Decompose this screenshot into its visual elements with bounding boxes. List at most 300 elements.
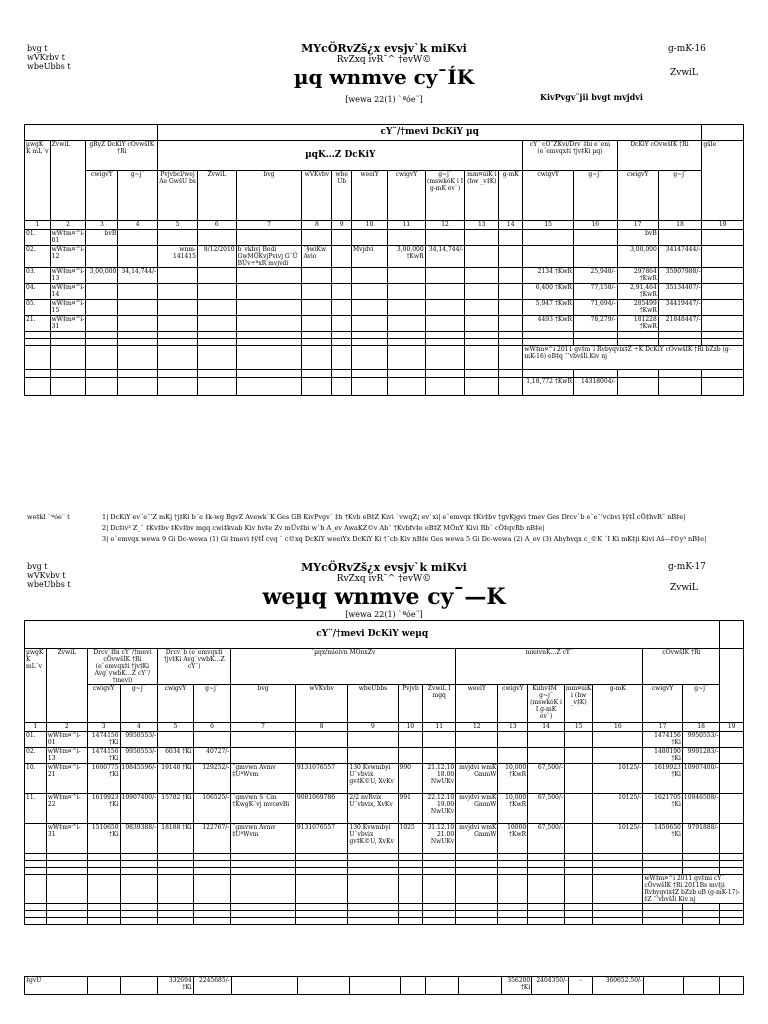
table-cell xyxy=(332,316,352,332)
form2-blank-row xyxy=(25,854,744,861)
form2-board-title: RvZxq ivR¯^ †evW© xyxy=(336,574,432,584)
sub-sd: mm¤úiK i (hw _v‡K) xyxy=(465,171,499,221)
table-cell xyxy=(332,268,352,284)
form2-blank-row xyxy=(25,868,744,875)
form2-blank-row xyxy=(25,911,744,918)
table-cell: mvjdvi wmK GmmW xyxy=(456,764,498,794)
col-supplied-head: mieivnK…Z cY¨ xyxy=(456,649,643,685)
table-cell xyxy=(456,732,498,748)
table-cell xyxy=(720,824,744,854)
form1-org-labels xyxy=(27,44,71,71)
form2-form-code: g-mK-17 xyxy=(668,562,706,572)
colnum: 1 xyxy=(25,221,51,230)
form1-note-row xyxy=(25,346,744,370)
sub-challan: Pvjvb xyxy=(398,685,423,723)
form2-group-heading: cY¨/†mevi DcKiY weµq xyxy=(25,621,720,649)
form2-rule-ref: [wewa 22(1) `ªóe¨] xyxy=(345,610,423,619)
table-cell xyxy=(118,230,158,246)
table-cell: 130 Kvwmbyi U¨vbvix gv‡K©U, XvKv xyxy=(348,764,398,794)
table-cell xyxy=(302,268,332,284)
col-serial-head: µwgK K mL¨v xyxy=(25,649,47,723)
col-opening-head: gRyZ DcKiY cÖvwšÍK †Ri xyxy=(86,141,158,171)
name-label: bvg t xyxy=(27,44,48,53)
sub-value: g~j¨ xyxy=(118,171,158,221)
table-cell xyxy=(425,300,465,316)
table-cell: 21848447/- xyxy=(658,316,702,332)
sales-register-table xyxy=(24,620,744,925)
table-cell: 2,91,464 †KwR xyxy=(617,284,658,300)
table-cell xyxy=(236,300,302,316)
colnum: 14 xyxy=(528,723,565,732)
form1-govt-title: MYcÖRvZš¿x evsjv`k miKvi xyxy=(301,42,467,55)
table-cell: 10000 †KwR xyxy=(498,824,528,854)
table-cell xyxy=(86,246,118,268)
colnum: 11 xyxy=(388,221,425,230)
table-cell xyxy=(573,230,617,246)
table-cell: 19148 †Ki xyxy=(158,764,194,794)
table-cell xyxy=(86,316,118,332)
table-cell xyxy=(398,748,423,764)
form2-total-prod-value: 2245685/- xyxy=(193,977,231,995)
table-cell: 05. xyxy=(25,300,51,316)
table-cell: 10845596/- xyxy=(120,764,158,794)
table-cell xyxy=(593,732,643,748)
form2-blank-row xyxy=(25,861,744,868)
table-cell: 40727/- xyxy=(193,748,231,764)
table-row xyxy=(25,764,744,794)
table-cell: 130 Kvwmbyi U¨vbvix gv‡K©U, XvKv xyxy=(348,824,398,854)
form2-blank-row xyxy=(25,904,744,911)
table-cell: 181228 †KwR xyxy=(617,316,658,332)
table-cell xyxy=(702,230,744,246)
table-cell: wW‡m¤^i-15 xyxy=(51,300,85,314)
table-cell xyxy=(423,748,456,764)
col-purchased-head: µqK…Z DcKiY xyxy=(158,141,523,171)
table-cell: 10,000 †KwR xyxy=(498,764,528,794)
table-cell: wW‡m¤^i-13 xyxy=(51,268,85,282)
form1-group-heading: cY¨/†mevi DcKiY µq xyxy=(158,125,702,141)
form2-total-supply-qty: 356200 †Ki xyxy=(502,977,532,995)
table-row xyxy=(25,246,744,268)
table-cell xyxy=(499,230,523,246)
reg-label: wbeUbbs t xyxy=(27,62,71,71)
table-cell: 122767/- xyxy=(193,824,231,854)
table-cell: wW‡m¤^i-31 xyxy=(51,316,85,330)
table-cell: 10. xyxy=(25,764,47,794)
col-used-head: cY¨ cÖ¯ZKvi/Drv`‡bi e¨eni (e¨emvqx‡i †jv‡Ki µq) xyxy=(523,141,617,171)
form2-total-prod-qty: 332694 †Ki xyxy=(157,977,193,995)
colnum: 4 xyxy=(118,221,158,230)
table-cell: 04. xyxy=(25,284,51,300)
colnum: 6 xyxy=(197,221,236,230)
table-cell: 10125/- xyxy=(593,794,643,824)
table-cell xyxy=(332,246,352,268)
colnum: 5 xyxy=(158,723,194,732)
sub-qty3: cwigvY xyxy=(498,685,528,723)
form2-data-rows xyxy=(25,732,744,854)
colnum: 1 xyxy=(25,723,47,732)
table-cell: bvB xyxy=(617,230,658,246)
table-row xyxy=(25,230,744,246)
colnum: 13 xyxy=(465,221,499,230)
colnum: 2 xyxy=(50,221,86,230)
table-cell xyxy=(702,316,744,332)
table-cell xyxy=(573,246,617,268)
colnum: 13 xyxy=(498,723,528,732)
table-cell: ¯gmvwn S¨Cm †KwgK¨vj mvcøvBi xyxy=(231,794,296,824)
table-cell: 1621705 †Ki xyxy=(643,794,683,824)
sub-address: wVKvbv xyxy=(295,685,348,723)
table-row xyxy=(25,316,744,332)
table-cell: 34419447/- xyxy=(658,300,702,316)
sub-challan: Pvjvbcl/wej Ae GwšU bs xyxy=(158,171,198,221)
table-cell xyxy=(352,268,388,284)
table-cell: 2134 †KwR xyxy=(523,268,574,284)
table-cell xyxy=(499,284,523,300)
table-cell xyxy=(499,300,523,316)
sub-value4: g~j¨ xyxy=(682,685,720,723)
form1-total-row xyxy=(25,378,744,396)
table-cell xyxy=(118,300,158,316)
table-cell xyxy=(352,300,388,316)
table-cell: 67,500/- xyxy=(528,794,565,824)
table-cell: 22.12.10 19.00 NwUKv xyxy=(423,794,456,824)
col-opening-head: Drcv`‡bi cY¨/†mevi cÖvwšÍK †Ri (e¨emvqx‡i †jv‡Ki Avg`vwbK…Z cY¨/†mevi) xyxy=(87,649,157,685)
table-cell: 10907400/- xyxy=(682,764,720,794)
sub-qty3: cwigvY xyxy=(523,171,574,221)
sub-value: g~j¨ xyxy=(120,685,158,723)
table-cell xyxy=(388,268,425,284)
table-row xyxy=(25,748,744,764)
special-note-label: we‡kl `ªóe¨ t xyxy=(27,513,70,521)
table-cell: 3,00,000 †KwR xyxy=(388,246,425,268)
table-cell xyxy=(236,316,302,332)
table-cell xyxy=(388,230,425,246)
table-cell xyxy=(702,268,744,284)
form1-data-rows xyxy=(25,230,744,332)
table-row xyxy=(25,794,744,824)
table-cell xyxy=(158,230,198,246)
table-cell xyxy=(499,316,523,332)
table-cell: 9839388/- xyxy=(120,824,158,854)
table-cell: mvjdvi wmK GmmW xyxy=(456,824,498,854)
table-cell xyxy=(302,316,332,332)
table-cell: 129252/- xyxy=(193,764,231,794)
table-row xyxy=(25,268,744,284)
table-cell xyxy=(720,748,744,764)
sub-qty2: cwigvY xyxy=(388,171,425,221)
table-cell xyxy=(231,748,296,764)
table-cell xyxy=(564,824,592,854)
table-cell: 21.12.10 18.00 NwUKv xyxy=(423,764,456,794)
form1-board-title: RvZxq ivR¯^ †evW© xyxy=(336,55,432,65)
sub-value4: g~j¨ xyxy=(658,171,702,221)
table-cell: ¯gmvwn Avmv ‡UªWvm xyxy=(231,824,296,854)
form1-colnum-row xyxy=(25,221,744,230)
table-cell: 285499 †KwR xyxy=(617,300,658,316)
table-cell: 77,158/- xyxy=(573,284,617,300)
colnum: 14 xyxy=(499,221,523,230)
table-cell xyxy=(465,316,499,332)
form1-title-block xyxy=(234,42,534,104)
form2-subhead-row xyxy=(25,685,744,723)
table-cell: wW‡m¤^i-13 xyxy=(46,748,87,764)
table-cell xyxy=(564,764,592,794)
table-cell: bvB xyxy=(86,230,118,246)
form2-note-row xyxy=(25,875,744,904)
table-row xyxy=(25,824,744,854)
table-cell: wW‡m¤^i-21 xyxy=(46,764,87,794)
sub-date: ZvwiL xyxy=(197,171,236,221)
table-cell: 1619923 †Ki xyxy=(87,794,120,824)
table-cell xyxy=(465,268,499,284)
table-cell xyxy=(425,284,465,300)
table-cell xyxy=(158,284,198,300)
sub-datetime: ZvwiL I mgq xyxy=(423,685,456,723)
table-cell xyxy=(702,284,744,300)
colnum: 3 xyxy=(87,723,120,732)
table-cell xyxy=(197,300,236,316)
sales-total-table xyxy=(24,976,744,995)
colnum: 18 xyxy=(682,723,720,732)
table-cell xyxy=(158,316,198,332)
table-cell xyxy=(158,300,198,316)
form2-book-title: weµq wnmve cy¯—K xyxy=(262,584,506,610)
sub-value2: g~j¨ xyxy=(193,685,231,723)
col-remarks-head: gšÍe¨ xyxy=(702,141,744,221)
form1-form-code: g-mK-16 xyxy=(668,44,706,54)
table-cell: 01. xyxy=(25,230,51,246)
table-cell xyxy=(425,268,465,284)
table-cell: 6,400 †KwR xyxy=(523,284,574,300)
sub-value2: g~j¨ (mswkóK i I g-mK ev`) xyxy=(425,171,465,221)
table-cell: wW‡m¤^i-14 xyxy=(51,284,85,298)
table-cell xyxy=(423,732,456,748)
table-cell: 4493 †KwR xyxy=(523,316,574,332)
form2-colnum-row xyxy=(25,723,744,732)
colnum: 19 xyxy=(720,723,744,732)
colnum: 12 xyxy=(425,221,465,230)
table-cell xyxy=(498,748,528,764)
col-buyer-head: ¯µqx/mieivn MÖnxZv xyxy=(231,649,456,685)
sub-vat: g-mK xyxy=(593,685,643,723)
colnum: 3 xyxy=(86,221,118,230)
table-cell xyxy=(398,732,423,748)
form1-total-qty: 1,18,772 †KwR xyxy=(523,378,574,396)
table-cell xyxy=(425,316,465,332)
table-cell xyxy=(352,284,388,300)
table-cell: 1450650 †Ki xyxy=(643,824,683,854)
col-closing-head: cÖvwšÍK †Ri xyxy=(643,649,720,685)
table-cell xyxy=(523,246,574,268)
table-cell xyxy=(658,230,702,246)
table-cell: 11. xyxy=(25,794,47,824)
table-cell xyxy=(465,300,499,316)
table-cell: 3,00,000 xyxy=(86,268,118,284)
form1-blank-row xyxy=(25,339,744,346)
table-cell: 25,948/- xyxy=(573,268,617,284)
table-cell: 9991283/- xyxy=(682,748,720,764)
table-cell: 10907400/- xyxy=(120,794,158,824)
col-date-head: ZvwiL xyxy=(50,141,86,221)
form2-date-label: ZvwiL xyxy=(670,583,698,593)
table-cell xyxy=(465,230,499,246)
table-cell xyxy=(332,300,352,316)
table-cell: 1480190 †Ki xyxy=(643,748,683,764)
table-cell xyxy=(197,284,236,300)
table-cell xyxy=(197,268,236,284)
col-serial-head: µwgK K mL¨v xyxy=(25,141,51,221)
table-cell xyxy=(236,284,302,300)
table-cell: 1619923 †Ki xyxy=(643,764,683,794)
table-cell xyxy=(302,300,332,316)
table-cell xyxy=(302,284,332,300)
form1-total-value: 14318004/- xyxy=(573,378,617,396)
colnum: 15 xyxy=(523,221,574,230)
table-cell: 35907988/- xyxy=(658,268,702,284)
form2-title-block xyxy=(234,561,534,619)
table-cell xyxy=(193,732,231,748)
table-cell xyxy=(528,748,565,764)
form2-total-supply-value: 2404350/- xyxy=(532,977,569,995)
table-cell: wnm-141415 xyxy=(158,246,198,268)
table-cell xyxy=(25,824,47,854)
table-cell: 1474156 †Ki xyxy=(643,732,683,748)
sub-reg: wbe Ub xyxy=(332,171,352,221)
colnum: 8 xyxy=(302,221,332,230)
special-note-3: 3| e¨emvqx wewa 9 Gi Dc-wewa (1) Gi ‡mevi ‡ÿ‡Î cvq ¨ c©xq DcKiY weeiYx DcKiY Ki †¯cb Kiv nB‡e Ges wewa 5 Gi Dc-wewa (2) A_ev (3) Abyhvqx c_©K ¨I Ki mK‡ji Kivi Aš—f©y³ nB‡e| xyxy=(102,535,707,543)
form1-factory-label: KivPvgv¨jii bvgt mvjdvi xyxy=(540,92,643,102)
form1-subhead-row xyxy=(25,171,744,221)
form2-blank-row xyxy=(25,918,744,925)
colnum: 15 xyxy=(564,723,592,732)
table-cell: 297864 †KwR xyxy=(617,268,658,284)
colnum: 12 xyxy=(456,723,498,732)
special-note-1: 1| DcKiY ev¨e¯’Z mKj †j‡Ki b¨e ‡k-wg BgvZ Avewk¨K Ges GB KivPvgv¨ ‡h †Kvb eB‡Z Kivi `vwqZ¡ ev`xi| e¨emvqx ‡Kv‡bv †gvKjgvi †mev Ges Drcv`b e¨e¯’vcbvi ‡ÿ‡Î cÖ‡hvR¨ nB‡e| xyxy=(102,513,686,521)
table-cell xyxy=(118,316,158,332)
form2-carry-note: wW‡m¤^i 2011 gv‡mi cY¨ cÖvwšÍK †Ri 2011Bs mv‡ji Rvbyqvix‡Z bZzb eB (g-mK-17)-‡Z ¯’vbvšÍi Kiv nj xyxy=(643,875,744,904)
colnum: 6 xyxy=(193,723,231,732)
table-cell: wW‡m¤^i-01 xyxy=(51,230,85,244)
form2-org-labels xyxy=(27,562,71,589)
sub-name: bvg xyxy=(231,685,296,723)
table-cell: 31.12.10 21.00 NwUKv xyxy=(423,824,456,854)
table-cell xyxy=(499,268,523,284)
table-cell xyxy=(118,246,158,268)
table-cell xyxy=(564,732,592,748)
table-cell: 9081069786 xyxy=(295,794,348,824)
table-cell: 03. xyxy=(25,268,51,284)
table-cell xyxy=(528,732,565,748)
table-cell: wW‡m¤^i-12 xyxy=(50,246,86,268)
table-cell: Mvjdvi xyxy=(352,246,388,268)
table-cell: 9131076557 xyxy=(295,824,348,854)
col-production-head: Drcv`b (e¨emvqx‡i †jv‡Ki Avg`vwbK…Z cY¨) xyxy=(158,649,231,685)
table-cell xyxy=(388,284,425,300)
table-cell xyxy=(720,794,744,824)
form1-rule-ref: [wewa 22(1) `ªóe¨] xyxy=(345,95,423,104)
colnum: 9 xyxy=(332,221,352,230)
table-cell xyxy=(564,748,592,764)
table-cell xyxy=(158,268,198,284)
table-cell xyxy=(499,246,523,268)
table-cell: 10125/- xyxy=(593,824,643,854)
table-cell xyxy=(236,230,302,246)
address-label: wVKrbv t xyxy=(27,53,65,62)
table-cell: 10946508/- xyxy=(682,794,720,824)
table-cell: 2/2 nvRvix U¨vbvix, XvKv xyxy=(348,794,398,824)
form1-carry-note: wW‡m¤^i 2011 gv‡m¨i Rvbyqvix‡Z ÷K DcKiY cÖvwšÍK †Ri bZzb (g-mK-16) eB‡q ¯’vbvšÍi Kiv nj xyxy=(523,346,744,370)
table-cell: 18188 †Ki xyxy=(158,824,194,854)
sub-desc: weeiY xyxy=(352,171,388,221)
address-label: wVKvbv t xyxy=(27,571,66,580)
table-cell xyxy=(348,732,398,748)
colnum: 7 xyxy=(236,221,302,230)
sub-qty2: cwigvY xyxy=(158,685,194,723)
sub-vat: g-mK xyxy=(499,171,523,221)
table-cell: 106525/- xyxy=(193,794,231,824)
colnum: 19 xyxy=(702,221,744,230)
table-cell xyxy=(236,268,302,284)
table-row xyxy=(25,284,744,300)
table-cell xyxy=(465,246,499,268)
form2-total-label: ‡gvU xyxy=(25,977,88,995)
table-cell xyxy=(295,748,348,764)
sub-desc: weeiY xyxy=(456,685,498,723)
colnum: 17 xyxy=(617,221,658,230)
sub-name: bvg xyxy=(236,171,302,221)
table-cell xyxy=(456,748,498,764)
colnum: 11 xyxy=(423,723,456,732)
table-cell xyxy=(523,230,574,246)
table-cell: wW‡m¤^i-22 xyxy=(46,794,87,824)
form2-total-sd: - xyxy=(569,977,593,995)
sub-qty4: cwigvY xyxy=(643,685,683,723)
table-cell: 01. xyxy=(25,732,47,748)
form1-date-label: ZvwiL xyxy=(670,68,698,78)
colnum: 10 xyxy=(352,221,388,230)
table-cell xyxy=(388,300,425,316)
table-cell: 15782 †Ki xyxy=(158,794,194,824)
table-cell xyxy=(720,732,744,748)
purchase-register-table xyxy=(24,124,744,396)
table-cell: b¨vkbvj Bedi GwMÖKvjPvivj G¨Û BÛv÷ªxR mvjvdi xyxy=(236,246,302,268)
table-cell xyxy=(158,732,194,748)
table-cell: 5,947 †KwR xyxy=(523,300,574,316)
table-cell: 8/12/2010 xyxy=(197,246,236,268)
table-cell: 35134407/- xyxy=(658,284,702,300)
table-cell xyxy=(302,230,332,246)
table-cell xyxy=(295,732,348,748)
col-date-head: ZvwiL xyxy=(46,649,87,723)
colnum: 17 xyxy=(643,723,683,732)
colnum: 4 xyxy=(120,723,158,732)
table-cell: 990 xyxy=(398,764,423,794)
table-cell: 67,500/- xyxy=(528,824,565,854)
table-cell xyxy=(720,764,744,794)
table-cell xyxy=(348,748,398,764)
table-cell: 10,000 †KwR xyxy=(498,794,528,824)
table-cell: 3,00,000 xyxy=(617,246,658,268)
table-cell xyxy=(352,230,388,246)
table-cell: mvjdvi wmK GmmW xyxy=(456,794,498,824)
table-cell: 02. xyxy=(25,246,51,268)
table-cell: 1474156 †Ki xyxy=(87,732,120,748)
form1-book-title: µq wnmve cy¯ÍK xyxy=(293,65,475,89)
table-cell xyxy=(702,300,744,316)
table-cell: 9791888/- xyxy=(682,824,720,854)
table-cell: 1510650 †Ki xyxy=(87,824,120,854)
